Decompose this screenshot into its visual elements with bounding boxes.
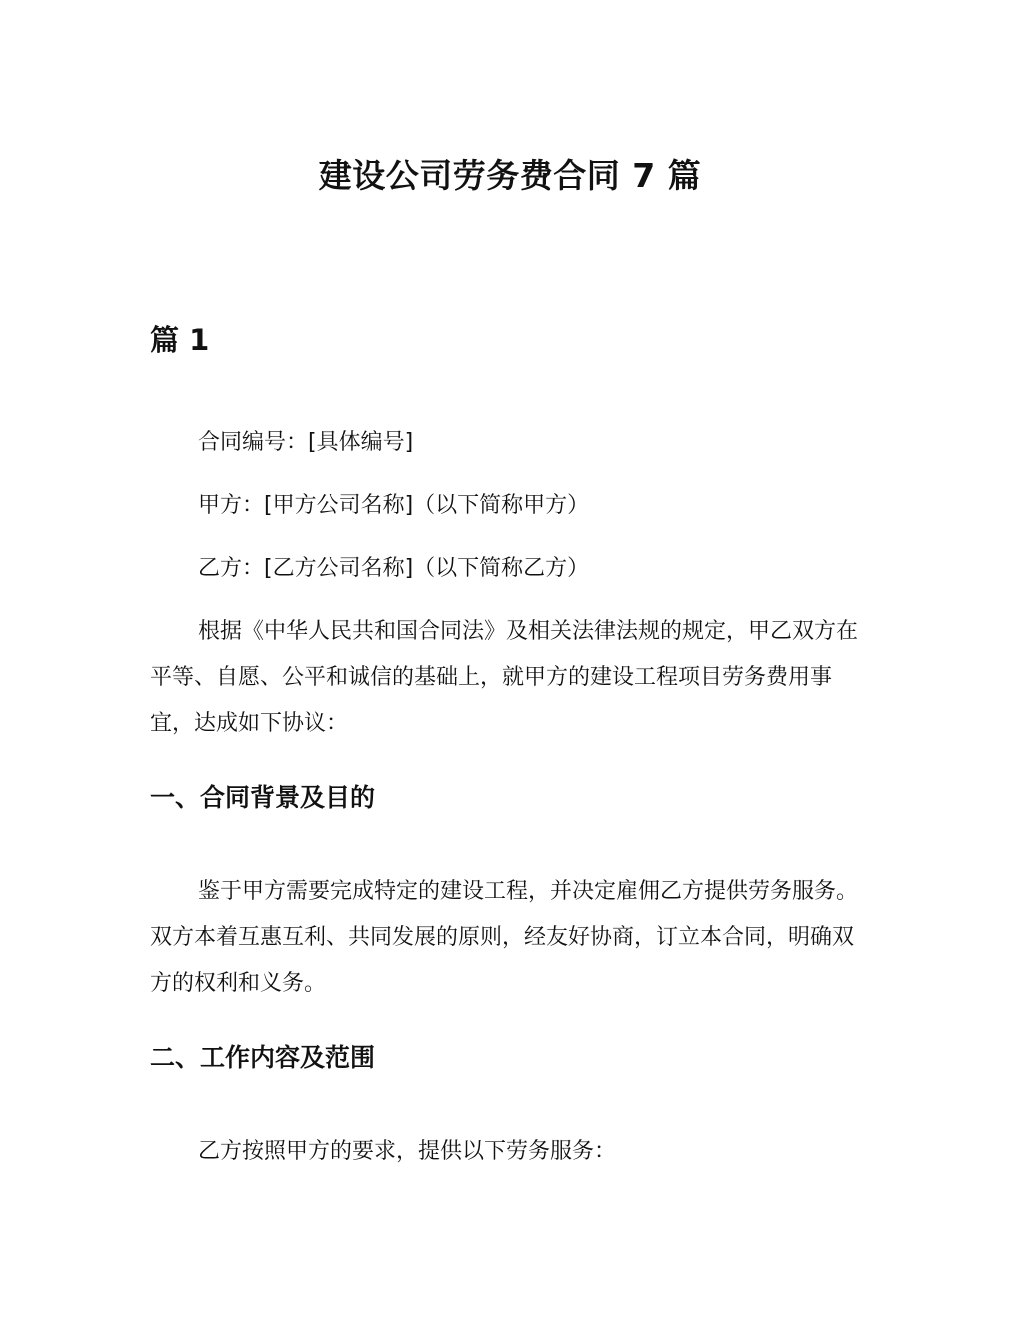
contract-number-line: 合同编号：[具体编号] (198, 430, 414, 455)
heading-contract-background: 一、合同背景及目的 (150, 783, 376, 812)
work-scope-paragraph: 乙方按照甲方的要求，提供以下劳务服务： (198, 1139, 617, 1164)
party-b-line: 乙方：[乙方公司名称]（以下简称乙方） (198, 556, 590, 581)
party-a-line: 甲方：[甲方公司名称]（以下简称甲方） (198, 493, 590, 518)
section-label: 篇 1 (150, 323, 210, 357)
intro-paragraph: 根据《中华人民共和国合同法》及相关法律法规的规定，甲乙双方在平等、自愿、公平和诚信的基础上，就甲方的建设工程项目劳务费用事宜，达成如下协议： (150, 619, 859, 736)
document-title: 建设公司劳务费合同 7 篇 (318, 156, 702, 195)
background-paragraph: 鉴于甲方需要完成特定的建设工程，并决定雇佣乙方提供劳务服务。双方本着互惠互利、共同发展的原则，经友好协商，订立本合同，明确双方的权利和义务。 (150, 879, 859, 996)
heading-work-scope: 二、工作内容及范围 (150, 1043, 376, 1072)
